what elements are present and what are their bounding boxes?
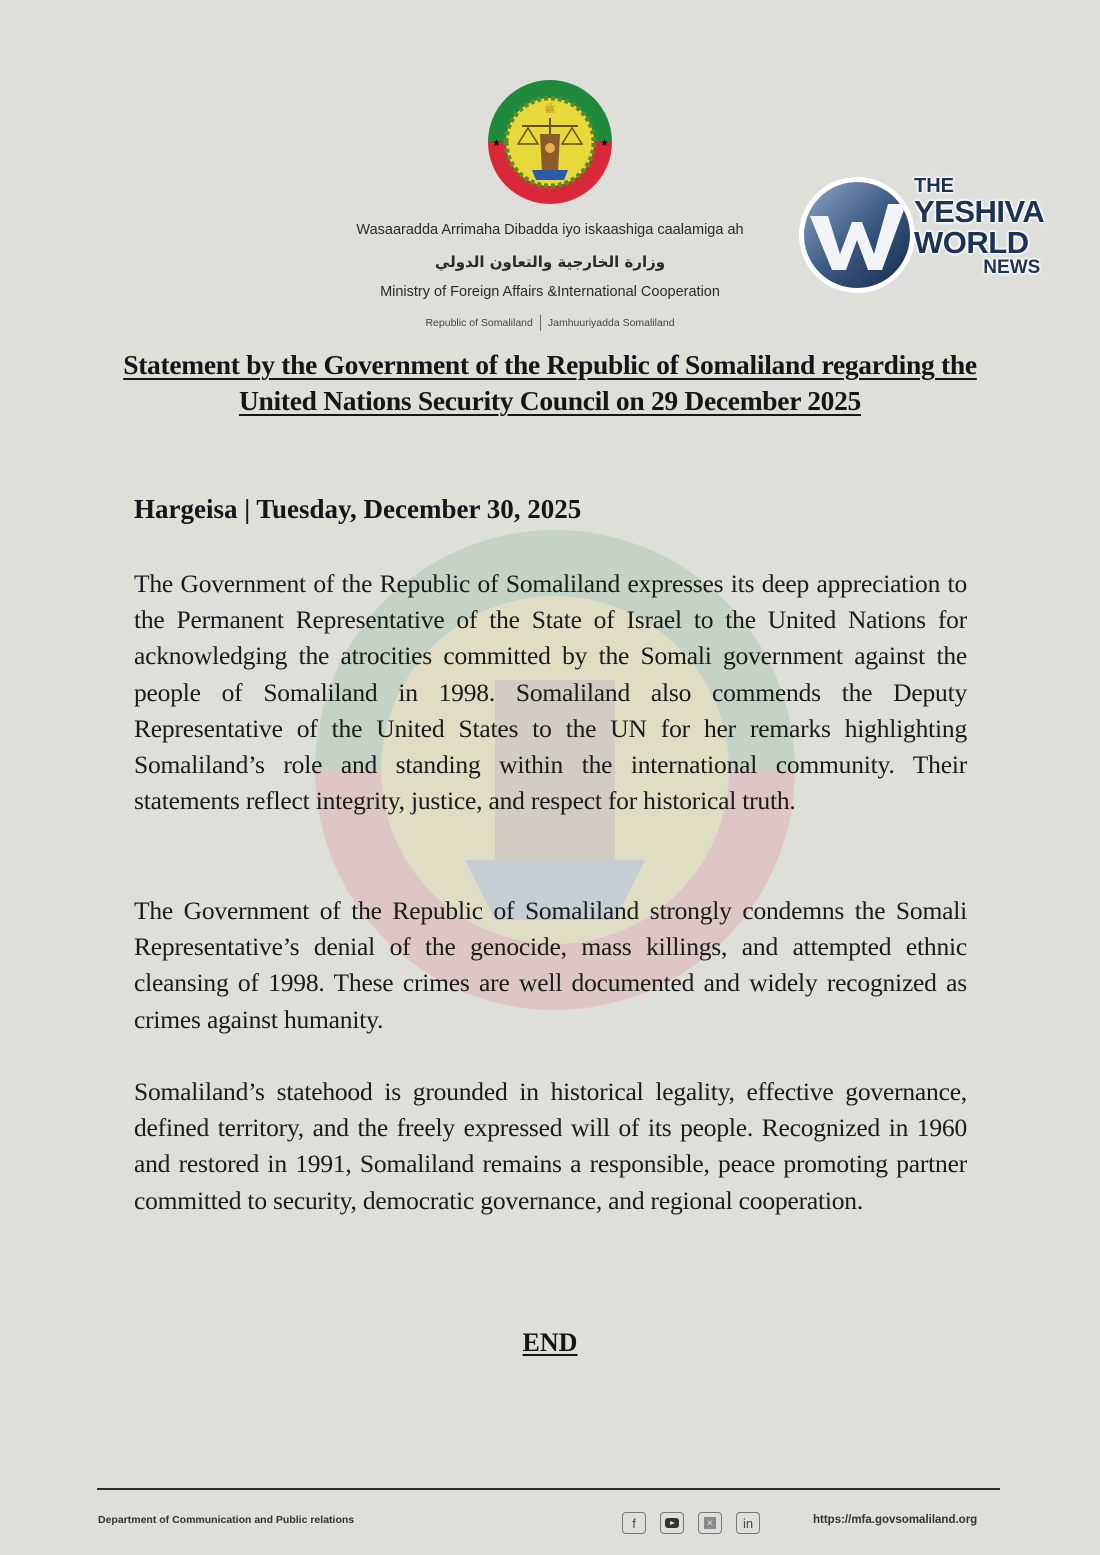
ywn-world: WORLD	[914, 225, 1029, 260]
body-paragraph: The Government of the Republic of Somaliland strongly condemns the Somali Representative’s denial of the genocide, mass killings, and attempted ethnic cleansing of 1998. These crimes are well documented and widely recognized as crimes against humanity.	[134, 896, 967, 1034]
end-marker: END	[522, 1328, 578, 1357]
linkedin-glyph: in	[742, 1515, 754, 1531]
ywn-wordmark	[914, 176, 1044, 277]
body-paragraph: Somaliland’s statehood is grounded in historical legality, effective governance, defined territory, and the freely expressed will of its people. Recognized in 1960 and restored in 1991, Somaliland remains a responsible, peace promoting partner committed to security, democratic governance, and regional cooperation.	[134, 1077, 967, 1215]
facebook-glyph: f	[632, 1515, 636, 1531]
ministry-name-english: Ministry of Foreign Affairs &International Cooperation	[380, 284, 720, 300]
dateline: Hargeisa | Tuesday, December 30, 2025	[134, 494, 582, 524]
yeshiva-world-news-logo	[796, 174, 1058, 296]
ministry-name-somali: Wasaaradda Arrimaha Dibadda iyo iskaashiga caalamiga ah	[356, 222, 744, 238]
republic-row	[250, 315, 850, 331]
youtube-icon[interactable]	[660, 1512, 684, 1534]
svg-text:★: ★	[600, 138, 609, 149]
website-link[interactable]: https://mfa.govsomaliland.org	[813, 1514, 978, 1526]
ywn-circle-icon	[796, 174, 918, 296]
ywn-yeshiva: YESHIVA	[914, 194, 1045, 229]
republic-name-english: Republic of Somaliland	[425, 317, 533, 329]
footer-divider	[97, 1488, 1000, 1490]
linkedin-icon[interactable]	[736, 1512, 760, 1534]
svg-text:★: ★	[492, 138, 501, 149]
body-paragraph: The Government of the Republic of Somaliland expresses its deep appreciation to the Permanent Representative of the State of Israel to the United Nations for acknowledging the atrocities committed by the Somali government against the people of Somaliland in 1998. Somaliland also commends the Deputy Representative of the United States to the UN for her remarks highlighting Somaliland’s role and standing within the international community. Their statements reflect integrity, justice, and respect for historical truth.	[134, 569, 967, 816]
social-links	[622, 1512, 760, 1534]
facebook-icon[interactable]	[622, 1512, 646, 1534]
x-icon[interactable]	[698, 1512, 722, 1534]
x-glyph: ✕	[704, 1517, 716, 1529]
ministry-seal-icon	[484, 76, 616, 204]
republic-name-somali: Jamhuuriyadda Somaliland	[547, 317, 675, 329]
ministry-name-arabic: وزارة الخارجية والتعاون الدولي	[434, 253, 666, 271]
footer-department: Department of Communication and Public relations	[98, 1514, 355, 1526]
youtube-glyph	[665, 1518, 679, 1528]
divider	[540, 315, 541, 331]
statement-title: Statement by the Government of the Republic of Somaliland regarding the United Nations Security Council on 29 December 2025	[123, 349, 977, 416]
ywn-news: NEWS	[983, 257, 1041, 278]
ywn-the: THE	[914, 175, 954, 197]
svg-text:ﷺ: ﷺ	[544, 105, 556, 115]
